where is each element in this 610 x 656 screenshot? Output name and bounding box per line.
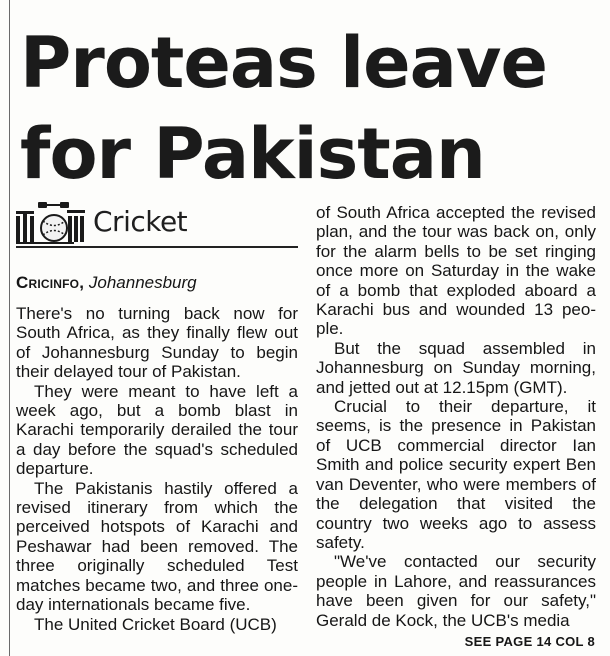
- continuation-jump-line: SEE PAGE 14 COL 8: [464, 634, 595, 649]
- page-border-rule: [9, 0, 10, 656]
- paragraph: The Pakistanis hastily offered a revised itinerary from which the perceived hotspots of Karachi and Peshawar had been removed. The three originally scheduled Test matches became two, and three one-day internationals became five.: [16, 478, 298, 615]
- paragraph: But the squad assembled in Johannesburg on Sunday morning, and jetted out at 12.15pm (GMT).: [316, 338, 596, 397]
- paragraph: "We've contacted our security people in Lahore, and reassurances have been given for our safety," Gerald de Kock, the UCB's media: [316, 552, 596, 630]
- paragraph: There's no turning back now for South Africa, as they finally flew out of Johannesburg Sunday to begin their delayed tour of Pakistan.: [16, 304, 298, 382]
- byline-place: Johannesburg: [88, 273, 197, 292]
- headline-line-1: Proteas leave: [20, 22, 547, 104]
- paragraph: Crucial to their departure, it seems, is the presence in Pakistan of UCB commercial director Ian Smith and police security expert Ben van Deventer, who were members of the delegation that visited the country two weeks ago to assess safety.: [316, 397, 596, 552]
- article-column-left: [16, 304, 298, 634]
- headline: [20, 18, 600, 200]
- cricket-ball-and-wickets-icon: [16, 200, 90, 244]
- section-rule: [16, 246, 298, 248]
- section-flag: [16, 200, 216, 244]
- section-label: Cricket: [93, 205, 188, 238]
- paragraph: of South Africa accepted the revised plan, and the tour was back on, only for the alarm bells to be set ringing once more on Saturday in the wake of a bomb that exploded aboard a Karachi bus and wounded 13 people.: [316, 203, 596, 339]
- paragraph: The United Cricket Board (UCB): [34, 614, 277, 634]
- headline-line-2: for Pakistan: [20, 113, 485, 195]
- article-column-right: [316, 203, 596, 630]
- byline-source: Cricinfo,: [16, 273, 85, 292]
- paragraph: They were meant to have left a week ago, but a bomb blast in Karachi temporarily derailed the tour a day before the squad's scheduled departure.: [16, 381, 298, 479]
- byline: [16, 272, 197, 294]
